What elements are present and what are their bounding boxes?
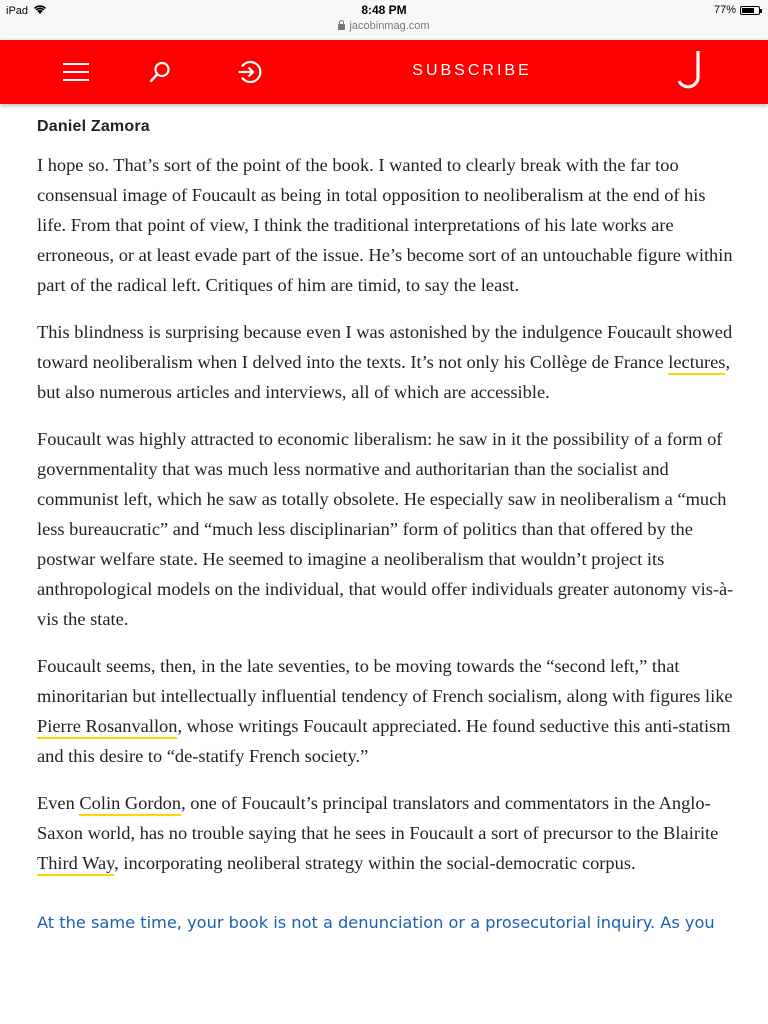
battery-percent: 77% (713, 4, 736, 16)
paragraph-4-text-a: Foucault seems, then, in the late seventies, to be moving towards the “second left,” that minoritarian but intellectually influential tendency of French socialism, along with figures like (37, 656, 733, 706)
device-name: iPad (6, 5, 29, 17)
speaker-name: Daniel Zamora (37, 118, 150, 135)
third-way-link[interactable]: Third Way (37, 853, 114, 876)
login-icon (236, 58, 264, 86)
paragraph-5-text-a: Even (37, 793, 80, 813)
menu-button[interactable] (60, 56, 92, 88)
subscribe-link[interactable]: SUBSCRIBE (412, 62, 532, 79)
battery-fill (742, 8, 754, 13)
login-button[interactable] (234, 56, 266, 88)
site-header (0, 40, 768, 104)
status-bar (0, 0, 768, 40)
lectures-link[interactable]: lectures (668, 352, 725, 375)
status-right (714, 4, 760, 16)
status-time: 8:48 PM (361, 3, 407, 17)
address-bar[interactable] (0, 20, 768, 32)
hamburger-icon (63, 71, 89, 73)
search-icon (148, 60, 172, 84)
search-button[interactable] (144, 56, 176, 88)
colin-gordon-link[interactable]: Colin Gordon (79, 793, 181, 816)
article-body (37, 118, 737, 937)
paragraph-2 (37, 317, 737, 407)
lock-icon (338, 24, 345, 30)
paragraph-3: Foucault was highly attracted to economic liberalism: he saw in it the possibility of a form of governmentality that was much less normative and authoritarian than the socialist and communist left, which he saw as totally obsolete. He especially saw in neoliberalism a “much less bureaucratic” and “much less disciplinarian” form of politics than that offered by the postwar welfare state. He seemed to imagine a neoliberalism that wouldn’t project its anthropological models on the individual, that would offer individuals greater autonomy vis-à-vis the state. (37, 429, 734, 629)
paragraph-5 (37, 788, 737, 878)
paragraph-4 (37, 651, 737, 771)
jacobin-logo[interactable] (676, 48, 710, 94)
paragraph-5-text-c: , incorporating neoliberal strategy within the social-democratic corpus. (114, 853, 636, 873)
paragraph-1: I hope so. That’s sort of the point of the book. I wanted to clearly break with the far too consensual image of Foucault as being in total opposition to neoliberalism at the end of his life. From that point of view, I think the traditional interpretations of his late works are erroneous, or at least evade part of the issue. He’s become sort of an untouchable figure within part of the radical left. Critiques of him are timid, to say the least. (37, 155, 733, 295)
paragraph-2-text-a: This blindness is surprising because even I was astonished by the indulgence Foucault showed toward neoliberalism when I delved into the texts. It’s not only his Collège de France (37, 322, 733, 372)
interview-question: At the same time, your book is not a denunciation or a prosecutorial inquiry. As you (37, 913, 715, 932)
paragraph-5-text-b: , one of Foucault’s principal translators and commentators in the Anglo-Saxon world, has no trouble saying that he sees in Foucault a sort of precursor to the Blairite (37, 793, 719, 843)
url-text: jacobinmag.com (349, 20, 430, 32)
paragraph-4-text-b: , whose writings Foucault appreciated. He found seductive this anti-statism and this desire to “de-statify French society.” (37, 716, 731, 766)
paragraph-2-text-b: , but also numerous articles and interviews, all of which are accessible. (37, 352, 731, 402)
pierre-rosanvallon-link[interactable]: Pierre Rosanvallon (37, 716, 177, 739)
battery-icon (740, 6, 760, 15)
